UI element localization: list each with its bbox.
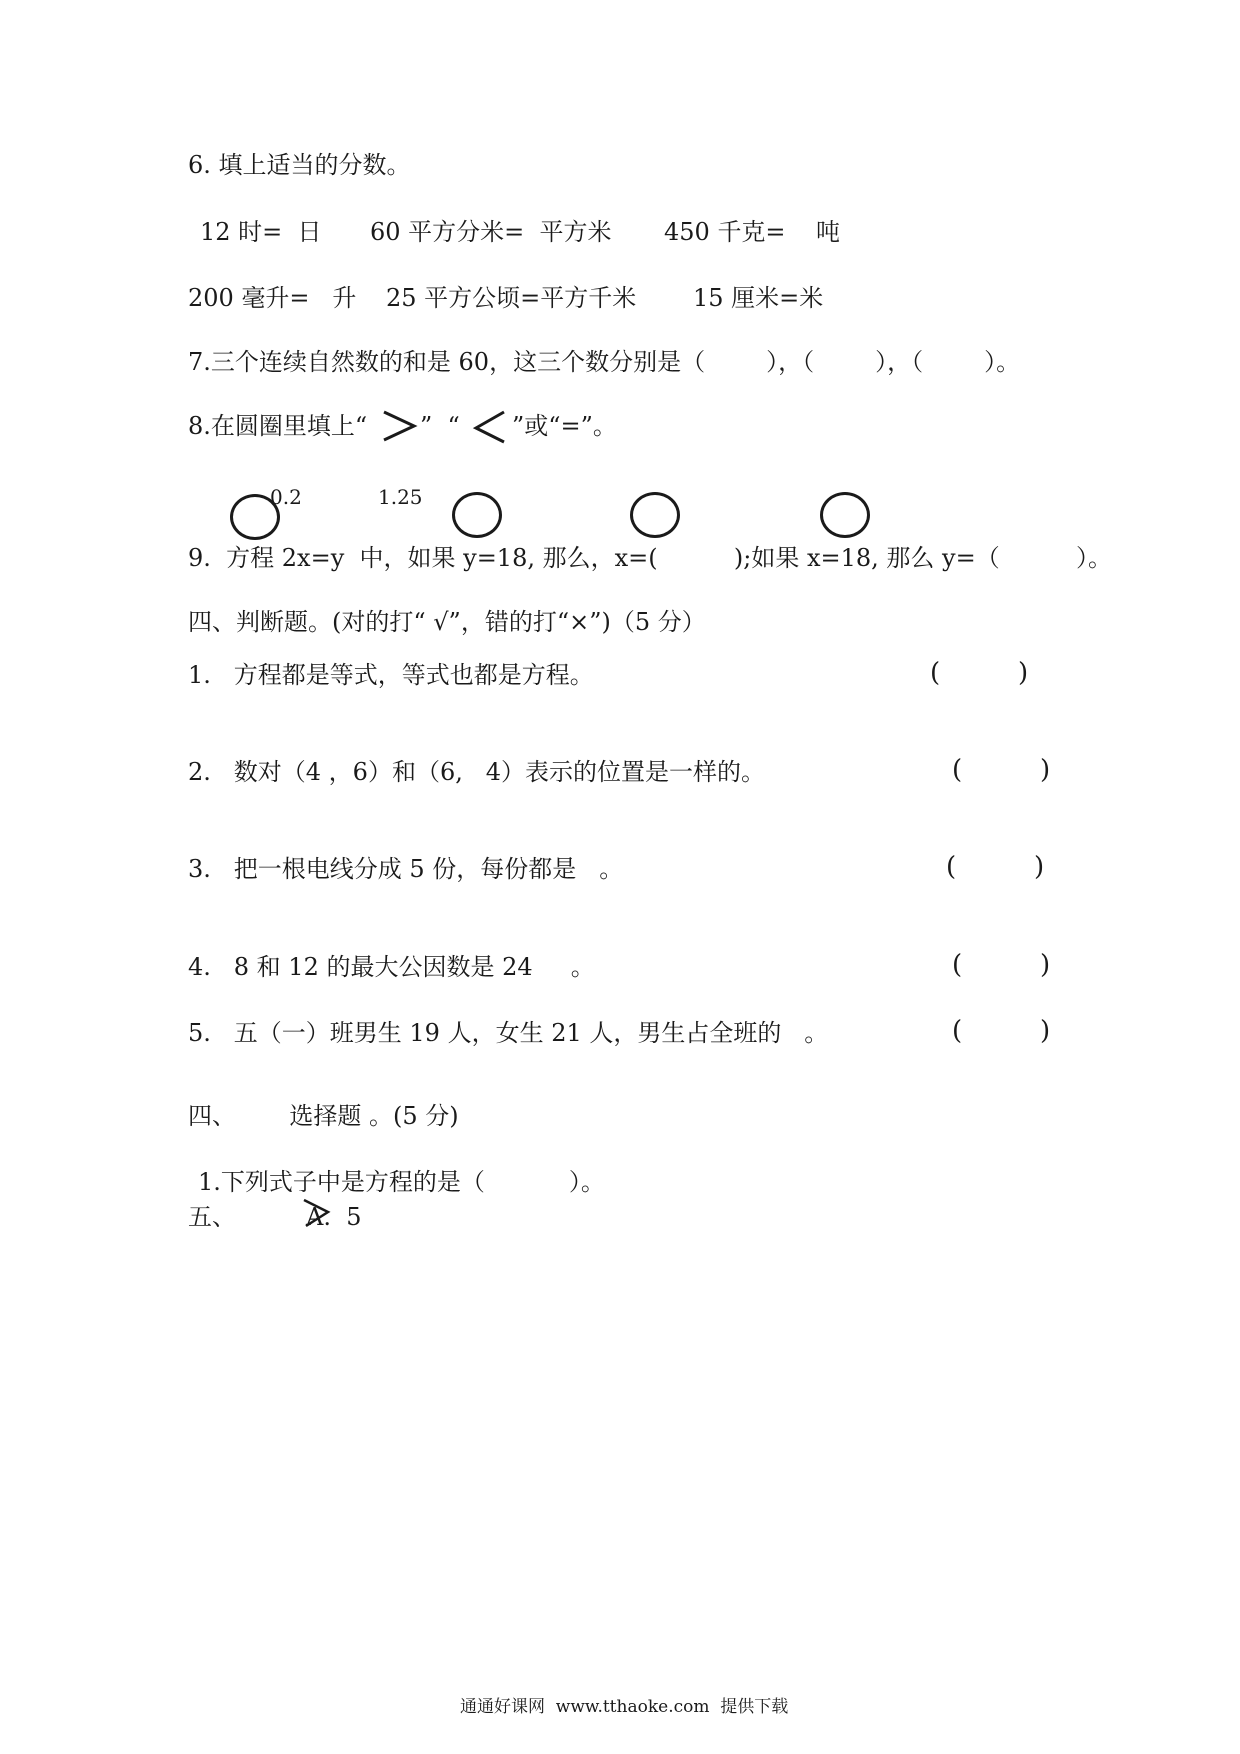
- q6-title: 6. 填上适当的分数。: [188, 151, 411, 179]
- greater-than-symbol: [378, 406, 420, 446]
- choice-item-1: 1.下列式子中是方程的是（ ）。: [198, 1168, 605, 1196]
- greater-than-mark-icon: [298, 1196, 334, 1232]
- q8-suffix: ”或“=”。: [512, 412, 617, 440]
- choice-option-a: A. 5: [306, 1203, 362, 1231]
- compare-circle-2[interactable]: [452, 492, 502, 538]
- judge-answer-1-open: (: [930, 658, 941, 688]
- q6-item-sq-dm: 60 平方分米= 平方米: [370, 218, 612, 246]
- judge-item-2: 2. 数对（4 ，6）和（6, 4）表示的位置是一样的。: [188, 758, 766, 786]
- judge-section-title: 四、判断题。(对的打“ √”，错的打“×”)（5 分）: [188, 608, 706, 636]
- judge-item-4: 4. 8 和 12 的最大公因数是 24 。: [188, 953, 595, 981]
- judge-answer-4-close: ): [1040, 950, 1051, 980]
- judge-answer-1-close: ): [1018, 658, 1029, 688]
- judge-answer-5-close: ): [1040, 1016, 1051, 1046]
- judge-answer-2-open: (: [952, 755, 963, 785]
- less-than-symbol: [470, 406, 512, 446]
- section-five-label: 五、: [188, 1203, 236, 1231]
- judge-item-5: 5. 五（一）班男生 19 人，女生 21 人，男生占全班的 。: [188, 1019, 829, 1047]
- q8-mid: ” “: [420, 412, 460, 440]
- q8-value-1: 0.2: [270, 485, 302, 509]
- judge-answer-3-close: ): [1034, 852, 1045, 882]
- judge-answer-2-close: ): [1040, 755, 1051, 785]
- q8-prefix: 8.在圆圈里填上“: [188, 412, 368, 440]
- judge-answer-5-open: (: [952, 1016, 963, 1046]
- q6-item-kg: 450 千克= 吨: [664, 218, 841, 246]
- q8-value-2: 1.25: [378, 485, 423, 509]
- q6-item-cm: 15 厘米=米: [693, 284, 824, 312]
- q6-item-hectare: 25 平方公顷=平方千米: [386, 284, 637, 312]
- judge-answer-4-open: (: [952, 950, 963, 980]
- q6-item-hours: 12 时= 日: [200, 218, 322, 246]
- q7-text: 7.三个连续自然数的和是 60，这三个数分别是（ ），（ ），（ ）。: [188, 348, 1021, 376]
- q9-text: 9. 方程 2x=y 中，如果 y=18, 那么，x=( );如果 x=18, 那么 y=（ ）。: [188, 544, 1113, 572]
- compare-circle-3[interactable]: [630, 492, 680, 538]
- judge-item-3: 3. 把一根电线分成 5 份，每份都是 。: [188, 855, 624, 883]
- judge-answer-3-open: (: [946, 852, 957, 882]
- choice-section-title: 四、 选择题 。(5 分): [188, 1102, 459, 1130]
- footer-source: 通通好课网 www.tthaoke.com 提供下载: [460, 1697, 789, 1717]
- judge-item-1: 1. 方程都是等式，等式也都是方程。: [188, 661, 594, 689]
- q6-item-ml: 200 毫升= 升: [188, 284, 357, 312]
- compare-circle-1[interactable]: [230, 494, 280, 540]
- compare-circle-4[interactable]: [820, 492, 870, 538]
